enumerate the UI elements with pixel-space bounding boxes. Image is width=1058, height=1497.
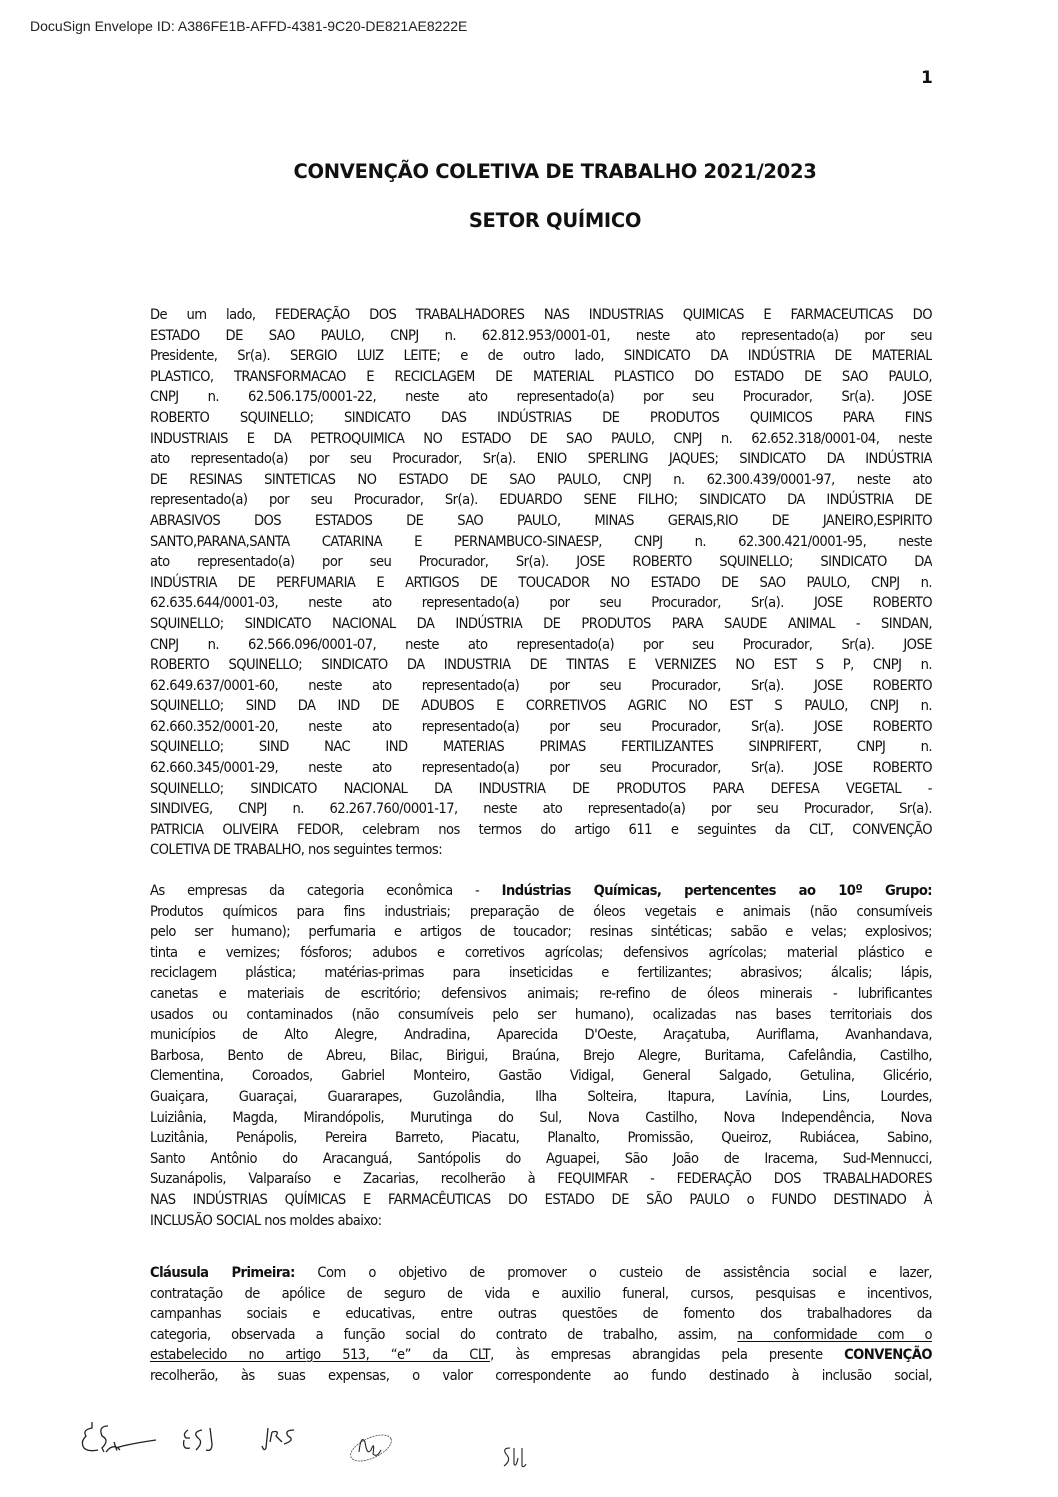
page-number: 1	[921, 68, 933, 88]
paragraph-line: ato representado(a) por seu Procurador, Sr(a). JOSE ROBERTO SQUINELLO; SINDICATO DA	[150, 553, 932, 571]
convencao-bold: CONVENÇÃO	[844, 1346, 932, 1364]
paragraph-line: NAS INDÚSTRIAS QUÍMICAS E FARMACÊUTICAS DO ESTADO DE SÃO PAULO o FUNDO DESTINADO À	[150, 1190, 932, 1208]
paragraph-line: 62.660.352/0001-20, neste ato representado(a) por seu Procurador, Sr(a). JOSE ROBERTO	[150, 717, 932, 735]
paragraph-line: SQUINELLO; SIND DA IND DE ADUBOS E CORRETIVOS AGRIC NO EST S PAULO, CNPJ n.	[150, 697, 932, 715]
paragraph-line: Suzanápolis, Valparaíso e Zacarias, recolherão à FEQUIMFAR - FEDERAÇÃO DOS TRABALHADORES	[150, 1170, 932, 1188]
paragraph-line: canetas e materiais de escritório; defensivos animais; re-refino de óleos minerais - lubrificantes	[150, 984, 932, 1002]
paragraph-line: 62.660.345/0001-29, neste ato representado(a) por seu Procurador, Sr(a). JOSE ROBERTO	[150, 759, 932, 777]
signature-initials-esj	[180, 1424, 220, 1456]
clause-primeira-paragraph	[150, 1263, 932, 1387]
paragraph-line: INCLUSÃO SOCIAL nos moldes abaixo:	[150, 1211, 382, 1229]
signature-initials-su	[500, 1444, 530, 1474]
document-subtitle: SETOR QUÍMICO	[468, 209, 642, 232]
paragraph-line: tinta e vernizes; fósforos; adubos e corretivos agrícolas; defensivos agrícolas; material plástico e	[150, 943, 932, 961]
paragraph-line: pelo ser humano); perfumaria e artigos de toucador; resinas sintéticas; sabão e velas; explosivos;	[150, 923, 932, 941]
paragraph-line: campanhas sociais e educativas, entre outras questões de fomento dos trabalhadores da	[150, 1305, 932, 1323]
clause-label: Cláusula Primeira:	[150, 1264, 295, 1281]
document-title: CONVENÇÃO COLETIVA DE TRABALHO 2021/2023	[293, 160, 817, 183]
paragraph-line: Luiziânia, Magda, Mirandópolis, Murutinga do Sul, Nova Castilho, Nova Independência, Nova	[150, 1108, 932, 1126]
paragraph-line: DE RESINAS SINTETICAS NO ESTADO DE SAO PAULO, CNPJ n. 62.300.439/0001-97, neste ato	[150, 470, 932, 488]
paragraph-line: SQUINELLO; SINDICATO NACIONAL DA INDÚSTRIA DE PRODUTOS PARA SAUDE ANIMAL - SINDAN,	[150, 614, 932, 632]
paragraph-line: PLASTICO, TRANSFORMACAO E RECICLAGEM DE MATERIAL PLASTICO DO ESTADO DE SAO PAULO,	[150, 367, 932, 385]
paragraph-line: 62.649.637/0001-60, neste ato representado(a) por seu Procurador, Sr(a). JOSE ROBERTO	[150, 676, 932, 694]
preamble-paragraph	[150, 305, 932, 861]
paragraph-line: contratação de apólice de seguro de vida e auxilio funeral, cursos, pesquisas e incentivos,	[150, 1284, 932, 1302]
paragraph-line: CNPJ n. 62.506.175/0001-22, neste ato representado(a) por seu Procurador, Sr(a). JOSE	[150, 388, 932, 406]
paragraph-line: 62.635.644/0001-03, neste ato representado(a) por seu Procurador, Sr(a). JOSE ROBERTO	[150, 594, 932, 612]
paragraph-line: Presidente, Sr(a). SERGIO LUIZ LEITE; e de outro lado, SINDICATO DA INDÚSTRIA DE MATERIAL	[150, 347, 932, 365]
paragraph-line: ROBERTO SQUINELLO; SINDICATO DAS INDÚSTRIAS DE PRODUTOS QUIMICOS PARA FINS	[150, 408, 932, 426]
paragraph-line: SQUINELLO; SIND NAC IND MATERIAS PRIMAS FERTILIZANTES SINPRIFERT, CNPJ n.	[150, 738, 932, 756]
underlined-reference: na conformidade com o	[737, 1325, 932, 1343]
paragraph-line: usados ou contaminados (não consumíveis pelo ser humano), ocalizadas nas bases territoriais dos	[150, 1005, 932, 1023]
paragraph-line: INDUSTRIAIS E DA PETROQUIMICA NO ESTADO DE SAO PAULO, CNPJ n. 62.652.318/0001-04, neste	[150, 429, 932, 447]
paragraph-line: estabelecido no artigo 513, “e” da CLT, às empresas abrangidas pela presente CONVENÇÃO	[150, 1346, 932, 1364]
paragraph-line: INDÚSTRIA DE PERFUMARIA E ARTIGOS DE TOUCADOR NO ESTADO DE SAO PAULO, CNPJ n.	[150, 573, 932, 591]
paragraph-line: Barbosa, Bento de Abreu, Bilac, Birigui, Braúna, Brejo Alegre, Buritama, Cafelândia, Castilho,	[150, 1046, 932, 1064]
paragraph-line: Luzitânia, Penápolis, Pereira Barreto, Piacatu, Planalto, Promissão, Queiroz, Rubiácea, Sabino,	[150, 1129, 932, 1147]
signature-rubric	[345, 1428, 395, 1468]
paragraph-line: ato representado(a) por seu Procurador, Sr(a). ENIO SPERLING JAQUES; SINDICATO DA INDÚSTRIA	[150, 450, 932, 468]
paragraph-line: SANTO,PARANA,SANTA CATARINA E PERNAMBUCO-SINAESP, CNPJ n. 62.300.421/0001-95, neste	[150, 532, 932, 550]
paragraph-line: Guaiçara, Guaraçai, Guararapes, Guzolândia, Ilha Solteira, Itapura, Lavínia, Lins, Lourdes,	[150, 1087, 932, 1105]
paragraph-line: CNPJ n. 62.566.096/0001-07, neste ato representado(a) por seu Procurador, Sr(a). JOSE	[150, 635, 932, 653]
paragraph-line: municípios de Alto Alegre, Andradina, Aparecida D'Oeste, Araçatuba, Auriflama, Avanhandava,	[150, 1026, 932, 1044]
paragraph-line: reciclagem plástica; matérias-primas para inseticidas e fertilizantes; abrasivos; álcalis; lápis,	[150, 964, 932, 982]
paragraph-line: De um lado, FEDERAÇÃO DOS TRABALHADORES NAS INDUSTRIAS QUIMICAS E FARMACEUTICAS DO	[150, 306, 932, 323]
signature-initials-jrs	[260, 1424, 300, 1454]
paragraph-line: Produtos químicos para fins industriais; preparação de óleos vegetais e animais (não consumíveis	[150, 902, 932, 920]
underlined-reference: estabelecido no artigo 513, “e” da CLT	[150, 1346, 491, 1364]
paragraph-line: ROBERTO SQUINELLO; SINDICATO DA INDUSTRIA DE TINTAS E VERNIZES NO EST S P, CNPJ n.	[150, 656, 932, 674]
paragraph-line: ESTADO DE SAO PAULO, CNPJ n. 62.812.953/0001-01, neste ato representado(a) por seu	[150, 326, 932, 344]
category-bold-text: Indústrias Químicas, pertencentes ao 10º Grupo:	[501, 882, 932, 899]
paragraph-line: categoria, observada a função social do contrato de trabalho, assim, na conformidade com o	[150, 1325, 932, 1343]
docusign-envelope-id: DocuSign Envelope ID: A386FE1B-AFFD-4381-9C20-DE821AE8222E	[30, 18, 468, 34]
paragraph-line: COLETIVA DE TRABALHO, nos seguintes termos:	[150, 841, 443, 859]
category-paragraph	[150, 881, 932, 1231]
paragraph-line: As empresas da categoria econômica - Indústrias Químicas, pertencentes ao 10º Grupo:	[150, 882, 932, 899]
paragraph-line: SINDIVEG, CNPJ n. 62.267.760/0001-17, neste ato representado(a) por seu Procurador, Sr(a).	[150, 800, 932, 818]
paragraph-line: recolherão, às suas expensas, o valor correspondente ao fundo destinado à inclusão social,	[150, 1366, 932, 1384]
paragraph-line: SQUINELLO; SINDICATO NACIONAL DA INDUSTRIA DE PRODUTOS PARA DEFESA VEGETAL -	[150, 779, 932, 797]
paragraph-line: Cláusula Primeira: Com o objetivo de promover o custeio de assistência social e lazer,	[150, 1264, 932, 1281]
paragraph-line: Santo Antônio do Aracanguá, Santópolis do Aguapei, São João de Iracema, Sud-Mennucci,	[150, 1149, 932, 1167]
paragraph-line: ABRASIVOS DOS ESTADOS DE SAO PAULO, MINAS GERAIS,RIO DE JANEIRO,ESPIRITO	[150, 511, 932, 529]
signature-initials-1	[78, 1418, 168, 1458]
paragraph-line: representado(a) por seu Procurador, Sr(a). EDUARDO SENE FILHO; SINDICATO DA INDÚSTRIA DE	[150, 491, 932, 509]
paragraph-line: PATRICIA OLIVEIRA FEDOR, celebram nos termos do artigo 611 e seguintes da CLT, CONVENÇÃO	[150, 820, 932, 838]
paragraph-line: Clementina, Coroados, Gabriel Monteiro, Gastão Vidigal, General Salgado, Getulina, Glicério,	[150, 1067, 932, 1085]
